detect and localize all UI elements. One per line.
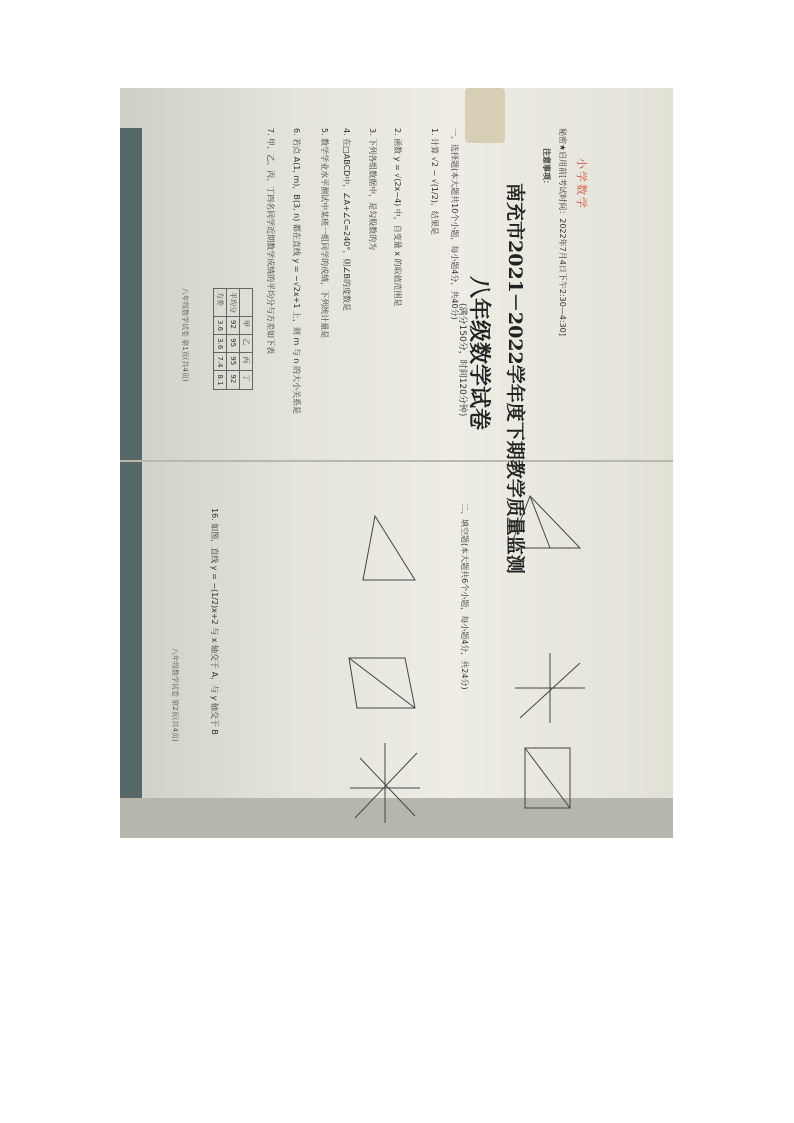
question-7: 7. 甲、乙、丙、丁四名同学近期数学成绩的平均分与方差如下表 <box>266 128 275 355</box>
exam-subtitle: 八年级数学试卷 <box>466 276 492 431</box>
question-5: 5. 数学学业水平测试中某班一组同学的成绩，下列统计量是 <box>320 128 329 339</box>
table-cell: 95 <box>227 353 240 371</box>
table-cell: 3.6 <box>214 317 227 335</box>
coordinate-figure <box>510 648 590 728</box>
footer-page-2: 八年级数学试卷 第2页(共4页) <box>171 648 179 742</box>
table-cell: 92 <box>227 317 240 335</box>
row-label: 平均分 <box>227 289 240 317</box>
table-header: 丙 <box>240 353 253 371</box>
question-4: 4. 在□ABCD中，∠A+∠C=240°，则∠B的度数是 <box>342 128 351 312</box>
paper-roller <box>465 88 505 143</box>
question-1: 1. 计算 √2 − √(1/2)，结果是 <box>430 128 439 235</box>
triangle-figure-2 <box>355 508 425 588</box>
table-corner <box>240 289 253 317</box>
document-photo <box>120 88 673 838</box>
question-2: 2. 函数 y = √(2x−4) 中，自变量 x 的取值范围是 <box>393 128 402 307</box>
table-cell: 95 <box>227 335 240 353</box>
brand-watermark: 小学数学 <box>575 158 588 210</box>
question-6: 6. 若点 A(1, m)，B(3, n) 都在直线 y = −√2x+1 上，则 m 与 n 的大小关系是 <box>292 128 301 414</box>
notice-heading: 注意事项： <box>542 148 551 188</box>
table-cell: 8.1 <box>214 371 227 389</box>
table-header: 甲 <box>240 317 253 335</box>
table-cell: 92 <box>227 371 240 389</box>
exam-title: 南充市2021－2022学年度下期教学质量监测 <box>504 183 526 574</box>
table-background <box>120 128 142 838</box>
table-header: 乙 <box>240 335 253 353</box>
parallelogram-figure <box>345 648 425 718</box>
row-label: 方差 <box>214 289 227 317</box>
footer-page-1: 八年级数学试卷 第1页(共4页) <box>181 288 189 382</box>
rectangle-figure <box>515 738 585 818</box>
section-choice: 一、选择题(本大题共10个小题，每小题4分，共40分) <box>450 128 459 320</box>
exam-header: 秘密★启用前[考试时间：2022年7月4日下午2:30—4:30] <box>558 128 567 336</box>
page-fold <box>120 460 673 462</box>
table-cell: 3.6 <box>214 335 227 353</box>
score-info: (满分150分，时间120分钟) <box>457 303 467 417</box>
question-16: 16. 如图，直线 y = −(1/2)x+2 与 x 轴交于 A，与 y 轴交于 B <box>210 508 219 735</box>
table-header: 丁 <box>240 371 253 389</box>
section-fill: 二、填空题(本大题共6个小题，每小题4分，共24分) <box>460 503 469 690</box>
triangle-figure <box>500 488 590 558</box>
question-3: 3. 下列各组数据中，是勾股数的为 <box>368 128 377 251</box>
table-cell: 7.4 <box>214 353 227 371</box>
line-graph-figure <box>345 738 425 828</box>
score-table <box>213 288 253 390</box>
